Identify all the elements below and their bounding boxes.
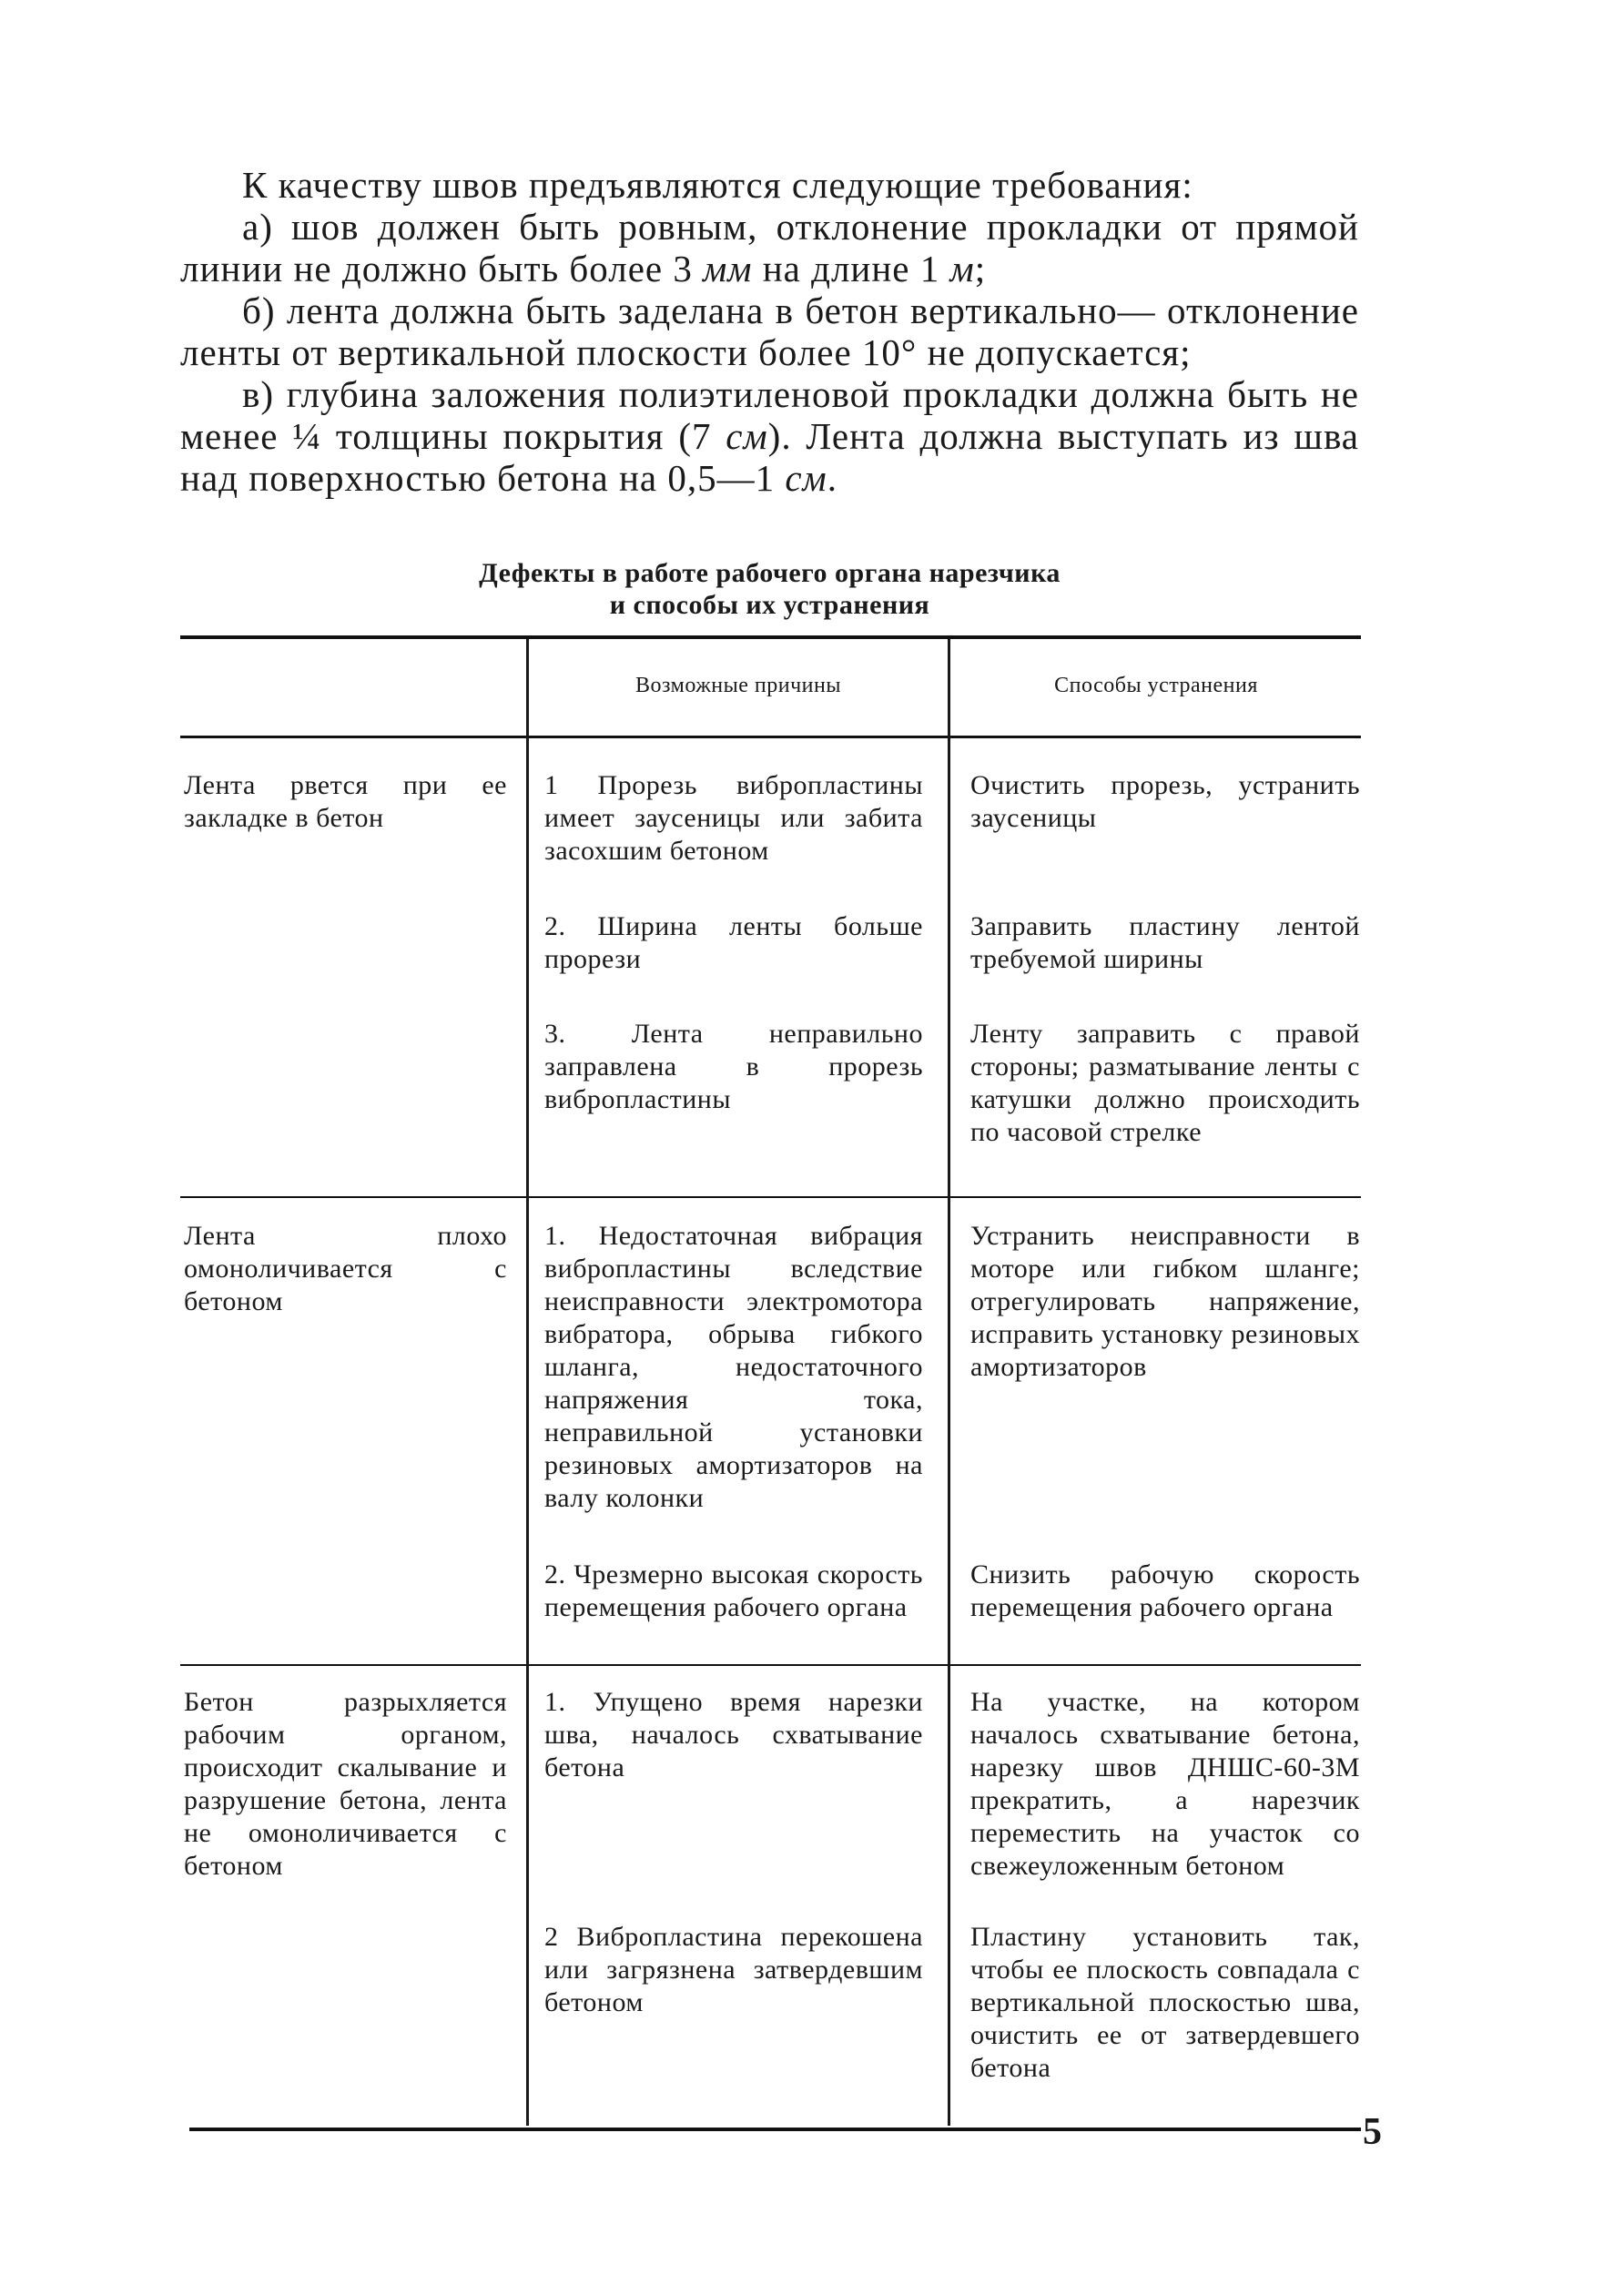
cause-cell: 1. Упущено время нарезки шва, началось схватывание бетона: [544, 1687, 923, 1782]
page-number: 5: [1363, 2111, 1382, 2153]
requirements-intro: К качеству швов предъявляются следующие требования:: [242, 164, 1193, 206]
table-caption: Дефекты в работе рабочего органа нарезчика и способы их устранения: [479, 558, 1061, 620]
table-bottom-rule: [189, 2128, 1361, 2131]
requirement-b: б) лента должна быть заделана в бетон вертикально— отклонение ленты от вертикальной плоскости более 10° не допускается;: [180, 289, 1359, 373]
cause-cell: 1 Прорезь вибропластины имеет заусеницы или забита засохшим бетоном: [544, 770, 923, 866]
row-divider-2: [180, 1664, 1361, 1666]
cause-cell: 2. Ширина ленты больше прорези: [544, 911, 923, 974]
column-divider-left: [526, 639, 529, 2126]
header-causes: Возможные причины: [634, 674, 841, 697]
requirement-c: в) глубина заложения полиэтиленовой прокладки должна быть не менее ¼ толщины покрытия (7 см). Лента должна выступать из шва над поверхностью бетона на 0,5—1 см.: [180, 373, 1359, 499]
remedy-cell: Устранить неисправности в моторе или гибком шланге; отрегулировать напряжение, исправить установку резиновых амортизаторов: [970, 1221, 1360, 1382]
remedy-cell: Заправить пластину лентой требуемой ширины: [970, 911, 1360, 974]
cause-cell: 1. Недостаточная вибрация вибропластины вследствие неисправности электромотора вибратора, обрыва гибкого шланга, недостаточного напряжения тока, неправильной установки резиновых амортизаторов на валу колонки: [544, 1221, 923, 1513]
remedy-cell: Ленту заправить с правой стороны; разматывание ленты с катушки должно происходить по часовой стрелке: [970, 1019, 1360, 1147]
table-top-rule: [180, 635, 1361, 639]
header-remedies: Способы устранения: [1054, 674, 1258, 697]
row-divider-1: [180, 1196, 1361, 1198]
requirements-text: [180, 164, 1359, 499]
cause-cell: 2. Чрезмерно высокая скорость перемещения рабочего органа: [544, 1559, 923, 1622]
remedy-cell: На участке, на котором началось схватывание бетона, нарезку швов ДНШС-60-3М прекратить, а нарезчик переместить на участок со свежеуложенным бетоном: [970, 1687, 1360, 1881]
remedy-cell: Пластину установить так, чтобы ее плоскость совпадала с вертикальной плоскостью шва, очистить ее от затвердевшего бетона: [970, 1922, 1360, 2083]
defect-cell: Бетон разрыхляется рабочим органом, происходит скалывание и разрушение бетона, лента не омоноличивается с бетоном: [184, 1687, 507, 1881]
header-bottom-rule: [180, 736, 1361, 738]
cause-cell: 3. Лента неправильно заправлена в прорезь вибропластины: [544, 1019, 923, 1114]
defect-cell: Лента рвется при ее закладке в бетон: [184, 770, 507, 833]
requirement-a: а) шов должен быть ровным, отклонение прокладки от прямой линии не должно быть более 3 мм на длине 1 м;: [180, 206, 1359, 289]
defect-cell: Лента плохо омоноличивается с бетоном: [184, 1221, 507, 1316]
remedy-cell: Очистить прорезь, устранить заусеницы: [970, 770, 1360, 833]
remedy-cell: Снизить рабочую скорость перемещения рабочего органа: [970, 1559, 1360, 1622]
column-divider-right: [948, 639, 950, 2126]
cause-cell: 2 Вибропластина перекошена или загрязнена затвердевшим бетоном: [544, 1922, 923, 2017]
